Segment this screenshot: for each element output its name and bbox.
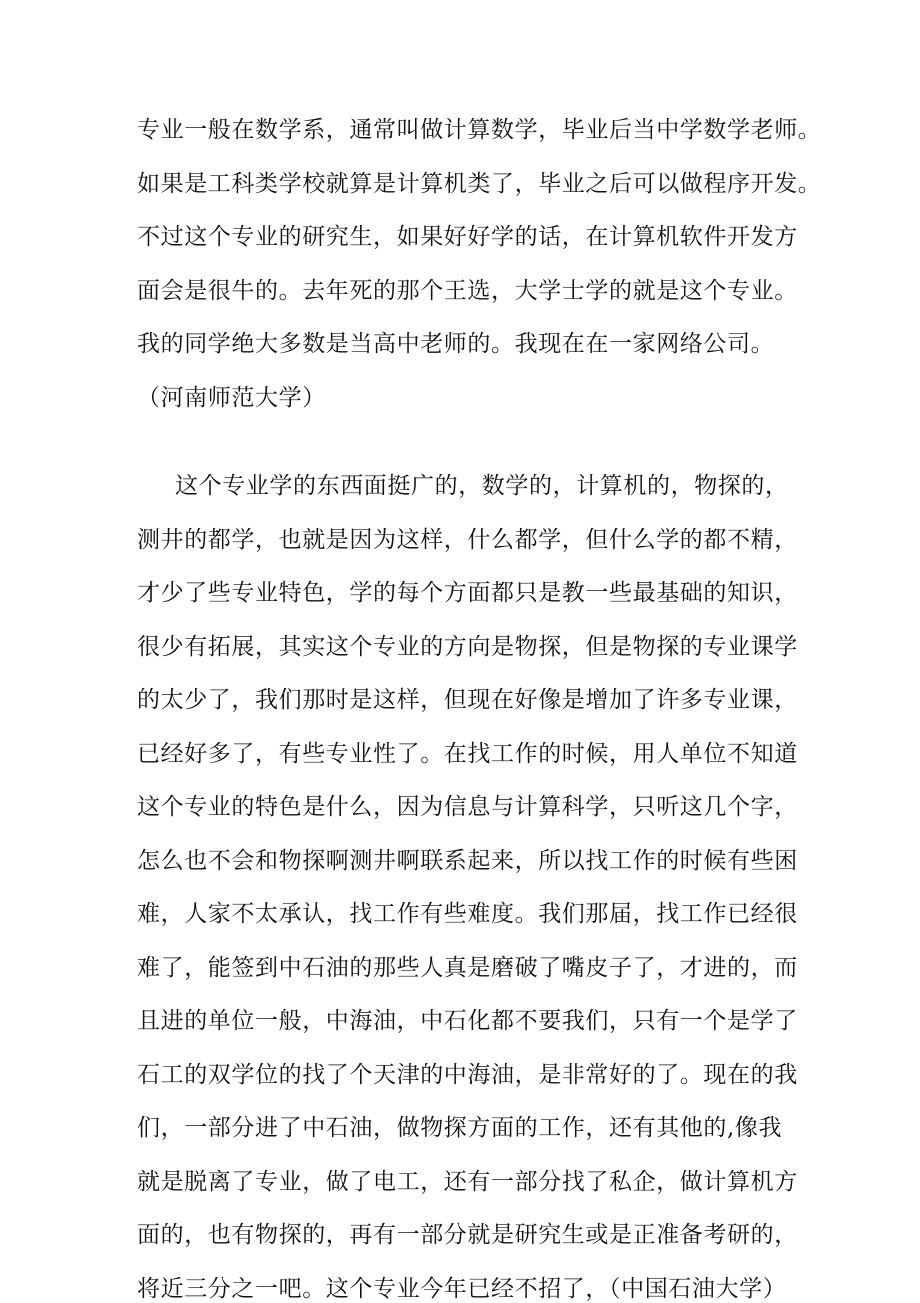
paragraph2-line-6: 已经好多了，有些专业性了。在找工作的时候，用人单位不知道 [137, 741, 798, 767]
paragraph1-line-4: 面会是很牛的。去年死的那个王选，大学士学的就是这个专业。 [137, 278, 798, 304]
paragraph2-line-16: 将近三分之一吧。这个专业今年已经不招了，（中国石油大学） [137, 1276, 787, 1302]
paragraph2-line-3: 才少了些专业特色，学的每个方面都只是教一些最基础的知识， [137, 580, 798, 606]
paragraph2-line-12: 石工的双学位的找了个天津的中海油，是非常好的了。现在的我 [137, 1062, 798, 1088]
paragraph2-line-14: 就是脱离了专业，做了电工，还有一部分找了私企，做计算机方 [137, 1169, 798, 1195]
paragraph2-line-9: 难，人家不太承认，找工作有些难度。我们那届，找工作已经很 [137, 901, 798, 927]
paragraph2-line-7: 这个专业的特色是什么，因为信息与计算科学，只听这几个字， [137, 794, 798, 820]
paragraph2-line-8: 怎么也不会和物探啊测井啊联系起来，所以找工作的时候有些困 [137, 848, 798, 874]
paragraph2-line-5: 的太少了，我们那时是这样，但现在好像是增加了许多专业课， [137, 687, 798, 713]
paragraph1-line-2: 如果是工科类学校就算是计算机类了，毕业之后可以做程序开发。 [137, 171, 822, 197]
paragraph2-line-10: 难了，能签到中石油的那些人真是磨破了嘴皮子了，才进的，而 [137, 955, 798, 981]
paragraph2-line-13: 们，一部分进了中石油，做物探方面的工作，还有其他的,像我 [137, 1115, 783, 1141]
paragraph2-line-1: 这个专业学的东西面挺广的，数学的，计算机的，物探的， [175, 473, 789, 499]
paragraph2-line-2: 测井的都学，也就是因为这样，什么都学，但什么学的都不精， [137, 527, 798, 553]
paragraph2-line-15: 面的，也有物探的，再有一部分就是研究生或是正准备考研的， [137, 1222, 798, 1248]
paragraph1-line-5: 我的同学绝大多数是当高中老师的。我现在在一家网络公司。 [137, 331, 775, 357]
paragraph1-source: （河南师范大学） [137, 385, 326, 411]
paragraph1-line-3: 不过这个专业的研究生，如果好好学的话，在计算机软件开发方 [137, 224, 798, 250]
paragraph2-line-4: 很少有拓展，其实这个专业的方向是物探，但是物探的专业课学 [137, 634, 798, 660]
paragraph2-line-11: 且进的单位一般，中海油，中石化都不要我们，只有一个是学了 [137, 1008, 798, 1034]
paragraph1-line-1: 专业一般在数学系，通常叫做计算数学，毕业后当中学数学老师。 [137, 117, 822, 143]
